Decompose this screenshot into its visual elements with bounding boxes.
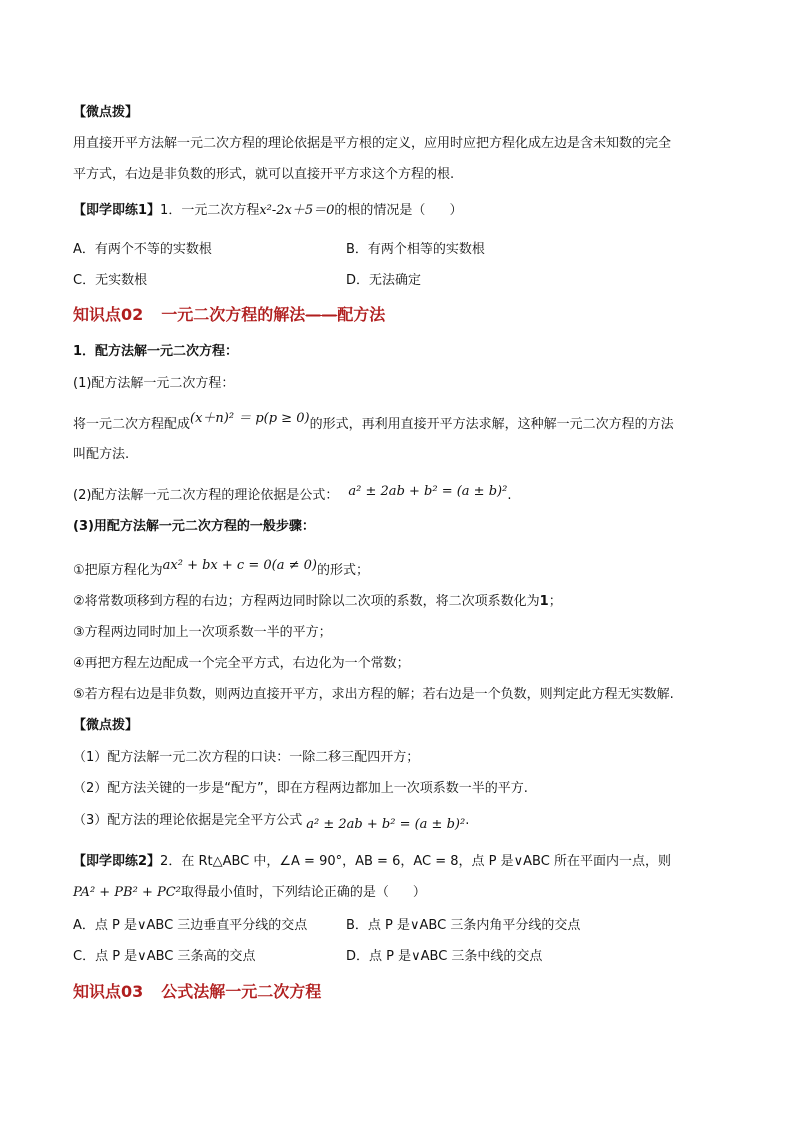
content-2-step1 [73,558,369,580]
sub2-pre: (2)配方法解一元二次方程的理论依据是公式： [73,488,339,503]
content-2-sub3: (3)用配方法解一元二次方程的一般步骤： [73,519,315,534]
exercise-1-tag: 【即学即练1】 [73,203,161,218]
section-2-number: 知识点02 [73,305,144,324]
exercise-1-option-a: A．有两个不等的实数根 [73,242,212,257]
tip-tag-1: 【微点拨】 [73,105,139,120]
section-heading-2 [73,304,385,326]
step2-pre: ②将常数项移到方程的右边；方程两边同时除以二次项的系数，将二次项系数化为 [73,594,540,609]
exercise-2-line2-close: ） [412,885,426,900]
section-heading-3 [73,981,321,1003]
sub2-post: . [507,488,512,503]
exercise-2-stem-line2 [73,884,426,902]
step1-formula: ax² + bx + c = 0(a ≠ 0) [162,558,317,573]
exercise-2-line2-post: 取得最小值时，下列结论正确的是（ [180,885,389,900]
exercise-1-option-b: B．有两个相等的实数根 [346,242,485,257]
exercise-2-option-b: B．点 P 是∨ABC 三条内角平分线的交点 [346,918,581,933]
tip-2-p1: （1）配方法解一元二次方程的口诀：一除二移三配四开方； [73,750,420,765]
exercise-2-option-d: D．点 P 是∨ABC 三条中线的交点 [346,949,543,964]
content-2-step2 [73,593,562,611]
para1-post: 的形式，再利用直接开平方法求解，这种解一元二次方程的方法 [309,417,674,432]
section-2-title-part1: 一元二次方程的解法 [161,305,306,324]
exercise-1-equation: x²-2x＋5＝0 [259,203,335,218]
exercise-1-suffix: 的根的情况是（ [334,203,426,218]
tip-2-p3-post: . [465,813,470,828]
exercise-1-stem [73,202,462,220]
sub2-formula: a² ± 2ab + b² = (a ± b)² [348,484,508,499]
step2-bold: 1 [539,594,549,609]
content-2-para1 [73,411,674,434]
content-2-para1-line2: 叫配方法. [73,447,130,462]
exercise-1-option-c: C．无实数根 [73,273,148,288]
content-2-sub2 [73,484,512,505]
tip-2-p3-formula: a² ± 2ab + b² = (a ± b)² [306,817,466,832]
section-2-title-dash: —— [305,305,338,324]
step1-pre: ①把原方程化为 [73,563,163,578]
exercise-2-tag: 【即学即练2】 [73,854,161,869]
tip-tag-2: 【微点拨】 [73,718,139,733]
exercise-2-stem-line1 [73,853,671,871]
section-2-title-part2: 配方法 [337,305,386,324]
para1-pre: 将一元二次方程配成 [73,417,191,432]
tip-2-p2: （2）配方法关键的一步是“配方”，即在方程两边都加上一次项系数一半的平方. [73,781,528,796]
exercise-2-option-c: C．点 P 是∨ABC 三条高的交点 [73,949,256,964]
tip-2-p3-pre: （3）配方法的理论依据是完全平方公式 [73,813,303,828]
tip-text-1a: 用直接开平方法解一元二次方程的理论依据是平方根的定义，应用时应把方程化成左边是含未知数的完全 [73,136,672,151]
exercise-1-option-d: D．无法确定 [346,273,422,288]
exercise-1-prefix: 1．一元二次方程 [160,203,260,218]
exercise-2-formula: PA² + PB² + PC² [73,885,181,900]
tip-text-1b: 平方式，右边是非负数的形式，就可以直接开平方求这个方程的根. [73,167,455,182]
content-2-sub1: (1)配方法解一元二次方程： [73,376,235,391]
content-2-item1: 1．配方法解一元二次方程： [73,344,239,359]
section-3-number: 知识点03 [73,982,144,1001]
content-2-step5: ⑤若方程右边是非负数，则两边直接开平方，求出方程的解；若右边是一个负数，则判定此方程无实数解. [73,687,674,702]
step2-post: ； [548,594,562,609]
para1-formula: (x＋n)² ＝ p(p ≥ 0) [190,411,310,426]
content-2-step3: ③方程两边同时加上一次项系数一半的平方； [73,625,332,640]
section-3-title: 公式法解一元二次方程 [161,982,322,1001]
exercise-2-option-a: A．点 P 是∨ABC 三边垂直平分线的交点 [73,918,308,933]
exercise-2-line1: 2．在 Rt△ABC 中，∠A = 90°，AB = 6，AC = 8，点 P 是∨ABC 所在平面内一点，则 [160,854,671,869]
step1-post: 的形式； [316,563,369,578]
tip-2-p3 [73,812,469,830]
content-2-step4: ④再把方程左边配成一个完全平方式，右边化为一个常数； [73,656,410,671]
exercise-1-close: ） [449,203,463,218]
